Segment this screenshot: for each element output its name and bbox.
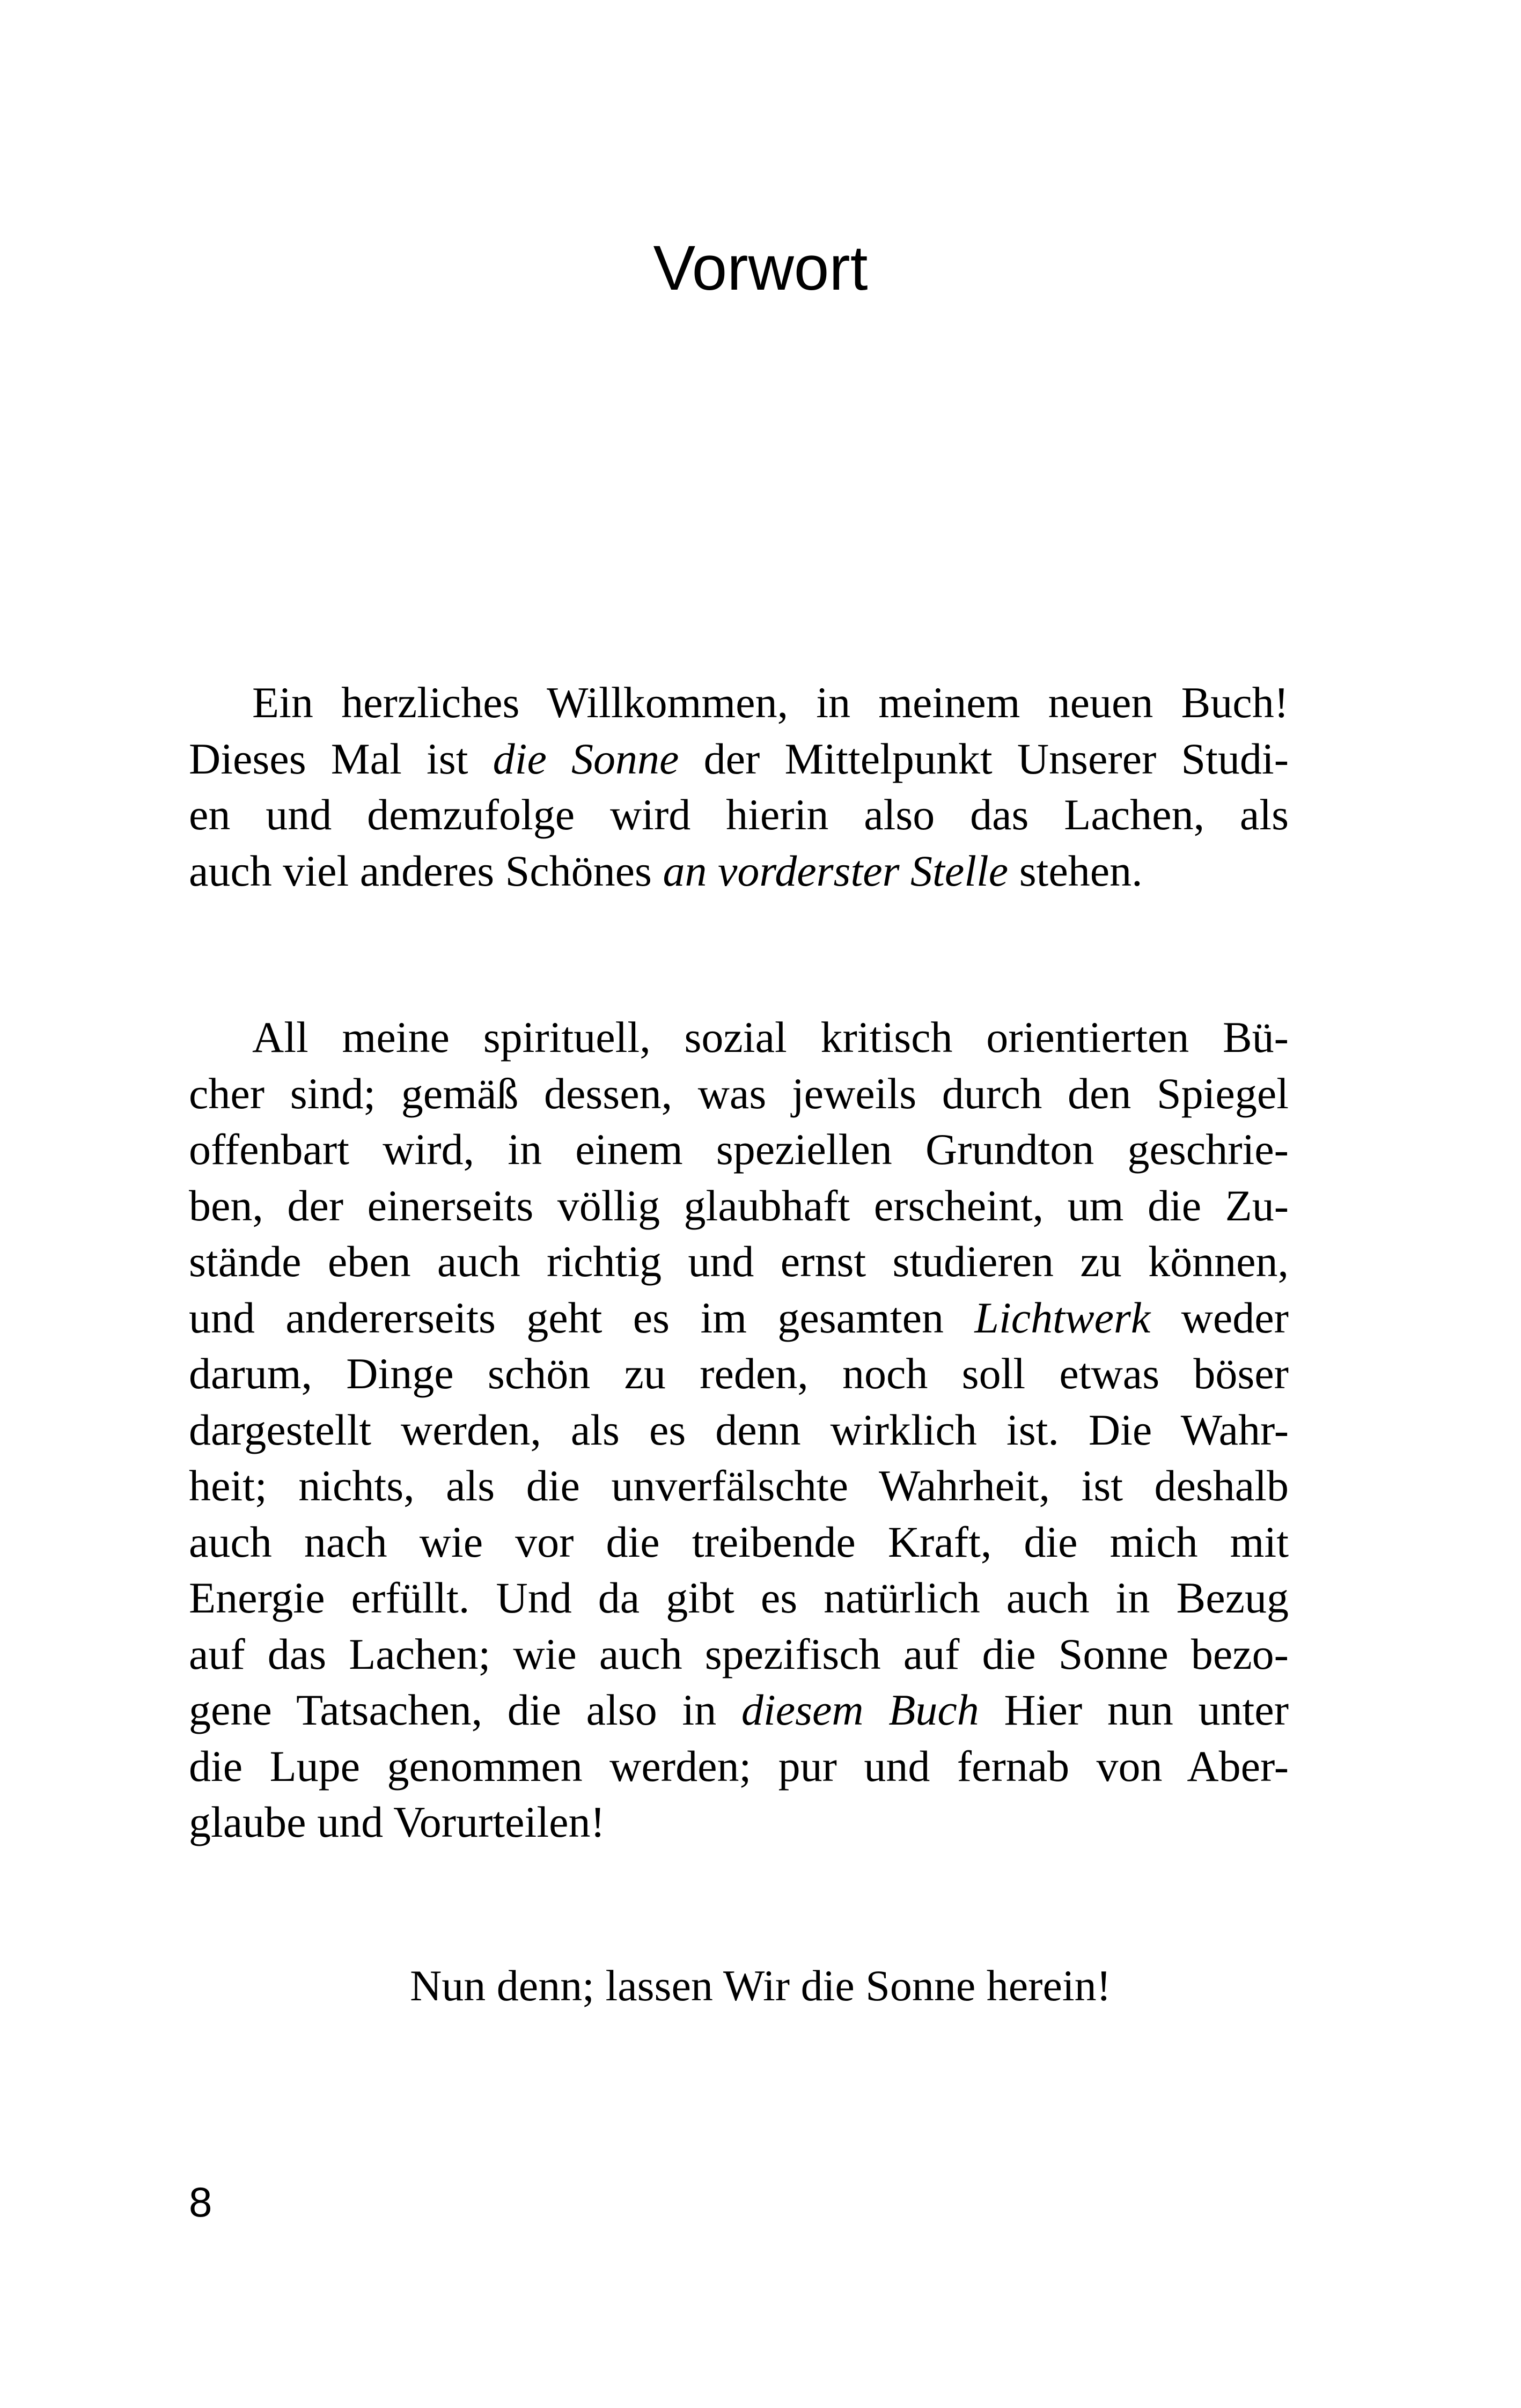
text-run: Ein herzliches Willkommen, in meinem neuen Buch! (252, 678, 1289, 727)
text-run: ben, der einerseits völlig glaubhaft erscheint, um die Zu- (189, 1181, 1289, 1230)
text-run: auch viel anderes Schönes (189, 846, 663, 895)
text-run: die Lupe genommen werden; pur und fernab von Aber- (189, 1741, 1289, 1791)
text-line (189, 843, 1289, 900)
text-line (189, 1739, 1289, 1795)
text-run: en und demzufolge wird hierin also das Lachen, als (189, 790, 1289, 839)
text-run: offenbart wird, in einem speziellen Grundton geschrie- (189, 1125, 1289, 1174)
text-run: und andererseits geht es im gesamten (189, 1293, 975, 1342)
text-run: glaube und Vorurteilen! (189, 1798, 605, 1846)
text-line (189, 1794, 1289, 1851)
text-line (189, 675, 1289, 731)
text-run: Hier nun unter (979, 1685, 1289, 1734)
text-run: heit; nichts, als die unverfälschte Wahrheit, ist deshalb (189, 1461, 1289, 1510)
text-line (189, 1122, 1289, 1178)
emphasis-text: Lichtwerk (974, 1293, 1151, 1342)
text-run: dargestellt werden, als es denn wirklich ist. Die Wahr- (189, 1405, 1289, 1454)
text-line (189, 1010, 1289, 1066)
text-run: der Mittelpunkt Unserer Studi- (679, 734, 1289, 783)
text-line (189, 731, 1289, 787)
paragraph-welcome (189, 675, 1289, 899)
emphasis-text: die Sonne (493, 734, 679, 783)
text-line (189, 1346, 1289, 1402)
text-line (189, 1402, 1289, 1459)
text-run: darum, Dinge schön zu reden, noch soll etwas böser (189, 1349, 1289, 1398)
text-line (189, 787, 1289, 843)
text-line (189, 1514, 1289, 1571)
text-run: weder (1150, 1293, 1289, 1342)
text-line (189, 1066, 1289, 1122)
text-line (189, 1626, 1289, 1683)
page-number: 8 (189, 2178, 212, 2226)
page-title: Vorwort (653, 233, 868, 304)
text-line (189, 1458, 1289, 1514)
text-line (189, 1570, 1289, 1626)
text-line (189, 1178, 1289, 1234)
text-run: Energie erfüllt. Und da gibt es natürlich auch in Bezug (189, 1573, 1289, 1622)
emphasis-text: diesem Buch (741, 1685, 979, 1734)
closing-line: Nun denn; lassen Wir die Sonne herein! (410, 1961, 1111, 2010)
emphasis-text: an vorderster Stelle (663, 846, 1009, 895)
text-line (189, 1682, 1289, 1739)
text-run: All meine spirituell, sozial kritisch orientierten Bü- (252, 1013, 1289, 1062)
text-run: stehen. (1008, 846, 1143, 895)
text-line (189, 1290, 1289, 1346)
paragraph-intro (189, 1010, 1289, 1851)
text-run: auf das Lachen; wie auch spezifisch auf die Sonne bezo- (189, 1629, 1289, 1678)
text-run: cher sind; gemäß dessen, was jeweils durch den Spiegel (189, 1069, 1289, 1118)
text-run: Dieses Mal ist (189, 734, 493, 783)
text-run: stände eben auch richtig und ernst studieren zu können, (189, 1237, 1289, 1286)
text-run: auch nach wie vor die treibende Kraft, die mich mit (189, 1517, 1289, 1566)
text-run: gene Tatsachen, die also in (189, 1685, 741, 1734)
text-line (189, 1234, 1289, 1290)
